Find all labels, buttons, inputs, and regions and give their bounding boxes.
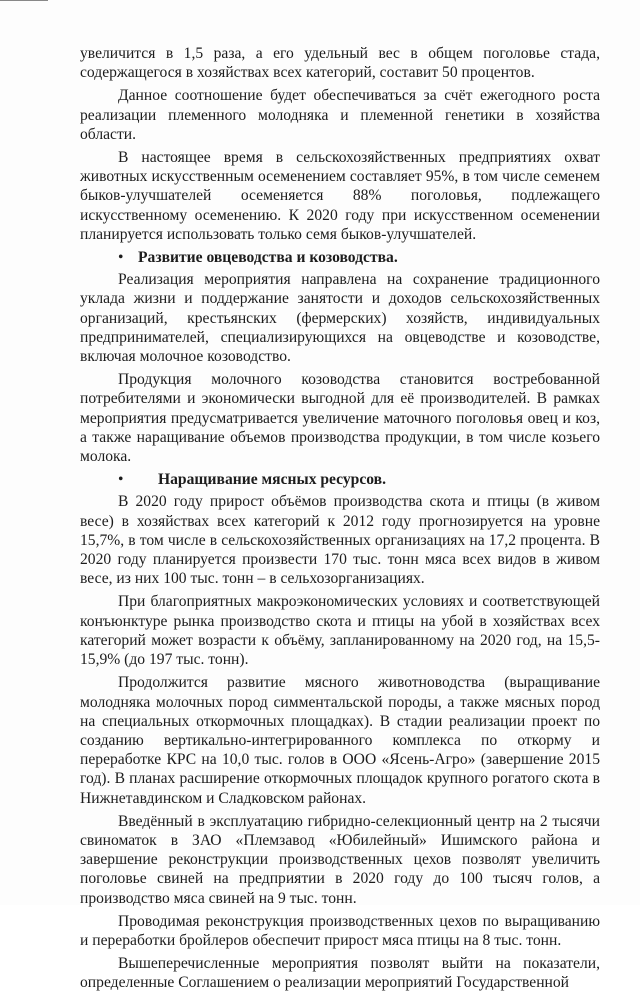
paragraph: Реализация мероприятия направлена на сохранение традиционного уклада жизни и поддержание занятости и доходов сельскохозяйственных организаций, крестьянских (фермерских) хозяйств, индивидуальных предпринимателей, специализирующихся на овцеводстве и козоводстве, включая молочное козоводство. (80, 271, 600, 366)
document-body (80, 44, 600, 997)
paragraph: Вышеперечисленные мероприятия позволят выйти на показатели, определенные Соглашением о реализации мероприятий Государственной (80, 955, 600, 992)
paragraph: Данное соотношение будет обеспечиваться за счёт ежегодного роста реализации племенного молодняка и племенной генетики в хозяйства области. (80, 87, 600, 143)
paragraph: увеличится в 1,5 раза, а его удельный вес в общем поголовье стада, содержащегося в хозяйствах всех категорий, составит 50 процентов. (80, 45, 600, 82)
paragraph: Продукция молочного козоводства становится востребованной потребителями и экономически выгодной для её производителей. В рамках мероприятия предусматривается увеличение маточного поголовья овец и коз, а также наращивание объемов производства продукции, в том числе козьего молока. (80, 371, 600, 466)
scan-corner-mark (0, 0, 48, 4)
paragraph: Введённый в эксплуатацию гибридно-селекционный центр на 2 тысячи свиноматок в ЗАО «Племзавод «Юбилейный» Ишимского района и завершение реконструкции производственных цехов позволят увеличить поголовье свиней на предприятии в 2020 году до 100 тысяч голов, а производство мяса свиней на 9 тыс. тонн. (80, 812, 600, 907)
paragraph: В настоящее время в сельскохозяйственных предприятиях охват животных искусственным осеменением составляет 95%, в том числе семенем быков-улучшателей осеменяется 88% поголовья, подлежащего искусственному осеменению. К 2020 году при искусственном осеменении планируется использовать только семя быков-улучшателей. (80, 149, 600, 243)
bullet-icon: • (118, 249, 124, 267)
section-heading-text: Развитие овцеводства и козоводства. (138, 249, 398, 267)
section-heading-meat (80, 470, 600, 489)
paragraph: Продолжится развитие мясного животноводства (выращивание молодняка молочных пород симментальской породы, а также мясных пород на специальных откормочных площадках). В стадии реализации проект по созданию вертикально-интегрированного комплекса по откорму и переработке КРС на 10,0 тыс. голов в ООО «Ясень-Агро» (завершение 2015 год). В планах расширение откормочных площадок крупного рогатого скота в Нижнетавдинском и Сладковском районах. (80, 674, 600, 807)
bullet-icon: • (118, 471, 124, 489)
paragraph: В 2020 году прирост объёмов производства скота и птицы (в живом весе) в хозяйствах всех категорий к 2012 году прогнозируется на уровне 15,7%, в том числе в сельскохозяйственных организациях на 17,2 процента. В 2020 году планируется произвести 170 тыс. тонн мяса всех видов в живом весе, из них 100 тыс. тонн – в сельхозорганизациях. (80, 493, 600, 588)
section-heading-sheep-goat (80, 248, 600, 267)
paragraph: Проводимая реконструкция производственных цехов по выращиванию и переработки бройлеров обеспечит прирост мяса птицы на 8 тыс. тонн. (80, 912, 600, 949)
section-heading-text: Наращивание мясных ресурсов. (158, 471, 387, 489)
paragraph: При благоприятных макроэкономических условиях и соответствующей конъюнктуре рынка производство скота и птицы на убой в хозяйствах всех категорий может возрасти к объёму, запланированному на 2020 год, на 15,5-15,9% (до 197 тыс. тонн). (80, 593, 600, 669)
